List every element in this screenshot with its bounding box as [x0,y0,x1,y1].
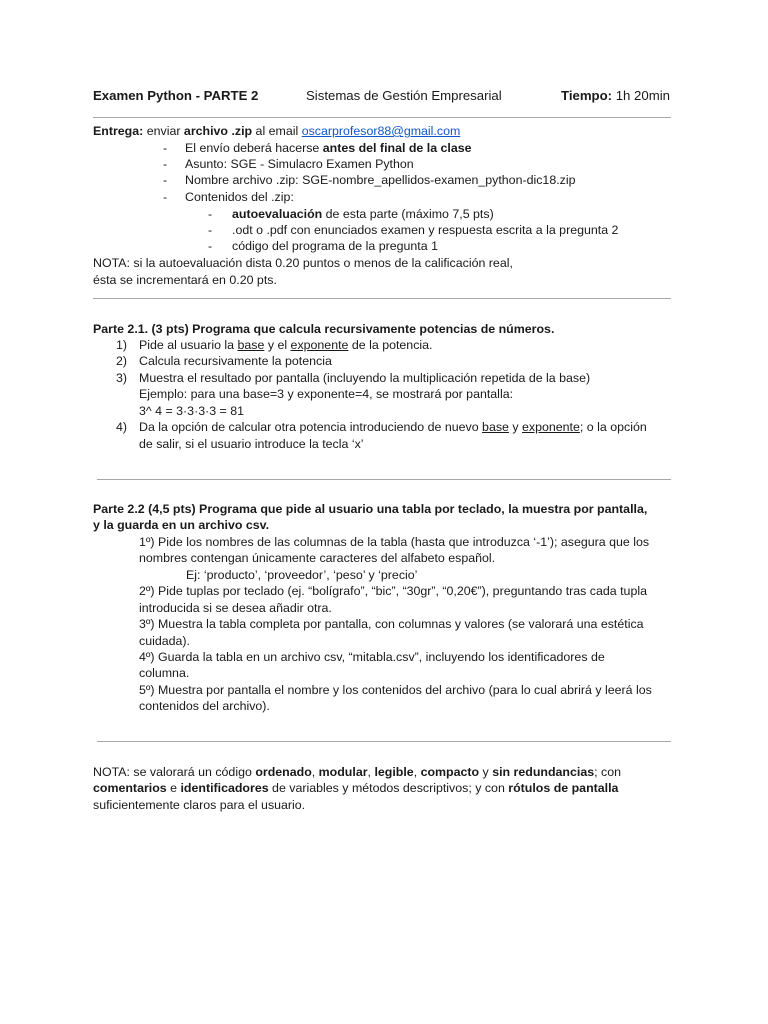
part1-item: Muestra el resultado por pantalla (incluyendo la multiplicación repetida de la base) [139,371,591,385]
part2-line: introducida si se desea añadir otra. [139,601,332,615]
part2-line: 2º) Pide tuplas por teclado (ej. “bolígrafo”, “bic”, “30gr”, “0,20€”), preguntando tras cada tupla [139,584,647,598]
final-note-text: , [311,765,319,779]
part2-line: 1º) Pide los nombres de las columnas de la tabla (hasta que introduzca ‘-1’); asegura que los [139,535,650,549]
part1-item-text: de la potencia. [348,338,433,352]
bullet: - [163,157,168,171]
bullet: - [208,239,213,253]
final-note-bold: ordenado [255,765,312,779]
final-note-line [93,764,621,780]
part2-line: 3º) Muestra la tabla completa por pantalla, con columnas y valores (se valorará una estética [139,617,644,631]
delivery-zip: archivo .zip [183,124,253,138]
part2-title-line: y la guarda en un archivo csv. [93,518,270,532]
part1-item-underlined: exponente [522,420,580,434]
divider [97,479,671,480]
delivery-item: Contenidos del .zip: [185,190,294,204]
part1-item: Calcula recursivamente la potencia [139,354,332,368]
final-note-bold: comentarios [93,781,167,795]
divider [97,741,671,742]
zip-content-item [232,206,494,222]
zip-content-item: .odt o .pdf con enunciados examen y respuesta escrita a la pregunta 2 [232,223,619,237]
item-number: 1) [116,338,128,352]
time-value: 1h 20min [615,88,670,103]
part1-item-text: ; o la opción [579,420,647,434]
final-note-bold: rótulos de pantalla [508,781,619,795]
part1-title: Parte 2.1. (3 pts) Programa que calcula recursivamente potencias de números. [93,322,555,336]
delivery-note-line: ésta se incrementará en 0.20 pts. [93,273,277,287]
time-label: Tiempo: [561,88,613,103]
part1-item-text: y el [264,338,291,352]
part1-item-text: Pide al usuario la [139,338,238,352]
part2-example: Ej: ‘producto’, ‘proveedor’, ‘peso’ y ‘precio’ [186,568,418,582]
item-number: 2) [116,354,128,368]
bullet: - [163,141,168,155]
part1-item-text: y [508,420,523,434]
final-note-text: , [413,765,421,779]
delivery-item: Asunto: SGE - Simulacro Examen Python [185,157,414,171]
part1-item-continued: de salir, si el usuario introduce la tecla ‘x’ [139,437,364,451]
part1-item [139,337,432,353]
email-link[interactable]: oscarprofesor88@gmail.com [301,124,461,138]
divider [93,298,671,299]
part1-item [139,419,647,435]
final-note-line: suficientemente claros para el usuario. [93,798,306,812]
item-number: 3) [116,371,128,385]
final-note-line [93,780,618,796]
delivery-text-2: al email [255,124,299,138]
zip-content-bold: autoevaluación [232,207,323,221]
delivery-item-bold: antes del final de la clase [322,141,472,155]
final-note-bold: legible [374,765,414,779]
exam-title: Examen Python - PARTE 2 [93,88,259,103]
part2-line: columna. [139,666,190,680]
final-note-text: de variables y métodos descriptivos; y con [268,781,509,795]
zip-content-text: de esta parte (máximo 7,5 pts) [325,207,494,221]
part2-line: 4º) Guarda la tabla en un archivo csv, “mitabla.csv”, incluyendo los identificadores de [139,650,605,664]
final-note-text: NOTA: se valorará un código [93,765,256,779]
zip-content-item: código del programa de la pregunta 1 [232,239,438,253]
delivery-item [185,140,472,156]
subject-name: Sistemas de Gestión Empresarial [306,88,502,103]
part2-title-line: Parte 2.2 (4,5 pts) Programa que pide al usuario una tabla por teclado, la muestra por pantalla, [93,502,648,516]
final-note-bold: compacto [420,765,480,779]
part2-line: cuidada). [139,634,190,648]
part1-item-underlined: exponente [290,338,349,352]
delivery-item: Nombre archivo .zip: SGE-nombre_apellidos-examen_python-dic18.zip [185,173,576,187]
final-note-text: ; con [594,765,621,779]
final-note-text: e [166,781,181,795]
divider [93,117,671,118]
part2-line: 5º) Muestra por pantalla el nombre y los contenidos del archivo (para lo cual abrirá y leerá los [139,683,652,697]
item-number: 4) [116,420,128,434]
part2-line: nombres contengan únicamente caracteres del alfabeto español. [139,551,496,565]
part1-example-formula: 3^ 4 = 3·3·3·3 = 81 [139,404,245,418]
delivery-note-line: NOTA: si la autoevaluación dista 0.20 puntos o menos de la calificación real, [93,256,513,270]
delivery-label: Entrega: [93,124,144,138]
bullet: - [208,223,213,237]
bullet: - [208,207,213,221]
part2-line: contenidos del archivo). [139,699,270,713]
final-note-bold: identificadores [180,781,269,795]
final-note-bold: modular [318,765,368,779]
delivery-item-text: El envío deberá hacerse [185,141,320,155]
delivery-line [93,123,460,139]
delivery-text: enviar [146,124,181,138]
part1-item-underlined: base [237,338,265,352]
bullet: - [163,173,168,187]
bullet: - [163,190,168,204]
part1-item-underlined: base [482,420,509,434]
part1-item-text: Da la opción de calcular otra potencia introduciendo de nuevo [139,420,483,434]
part1-example: Ejemplo: para una base=3 y exponente=4, se mostrará por pantalla: [139,387,514,401]
time-info [561,88,670,104]
final-note-text: y [479,765,493,779]
final-note-bold: sin redundancias [492,765,595,779]
final-note-text: , [367,765,375,779]
